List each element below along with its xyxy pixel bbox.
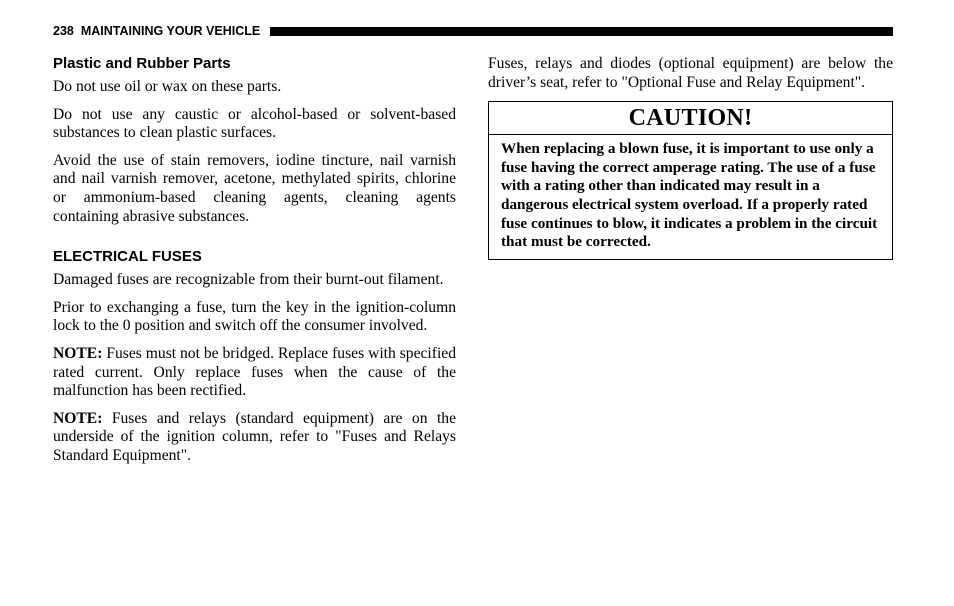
caution-text: When replacing a blown fuse, it is important to use only a fuse having the correct amperage rating. The use of a fuse with a rating other than indicated may result in a dangerous electrical system overload. If a properly rated fuse continues to blow, it indicates a problem in the circuit that must be corrected. (501, 140, 878, 251)
caution-box (488, 101, 893, 260)
left-column (53, 55, 456, 475)
note-label: NOTE: (53, 409, 103, 427)
paragraph-optional-fuses: Fuses, relays and diodes (optional equipment) are below the driver’s seat, refer to "Optional Fuse and Relay Equipment". (488, 55, 893, 91)
page-header (53, 22, 893, 40)
right-column (488, 55, 893, 260)
note-text: Fuses must not be bridged. Replace fuses with specified rated current. Only replace fuses when the cause of the malfunction has been rectified. (53, 344, 456, 400)
paragraph-prior-exchanging: Prior to exchanging a fuse, turn the key in the ignition-column lock to the 0 position and switch off the consumer involved. (53, 298, 456, 335)
header-rule (270, 27, 893, 36)
note-label: NOTE: (53, 344, 103, 362)
paragraph-avoid-stain-removers: Avoid the use of stain removers, iodine tincture, nail varnish and nail varnish remover, acetone, methylated spirits, chlorine or ammonium-based cleaning agents, cleaning agents containing abrasive substances. (53, 151, 456, 225)
paragraph-damaged-fuses: Damaged fuses are recognizable from their burnt-out filament. (53, 271, 444, 289)
plastic-rubber-heading: Plastic and Rubber Parts (53, 55, 231, 72)
note-location (53, 410, 456, 466)
electrical-fuses-heading: ELECTRICAL FUSES (53, 248, 202, 266)
note-bridged (53, 345, 456, 401)
paragraph-no-oil: Do not use oil or wax on these parts. (53, 78, 282, 95)
paragraph-no-caustic: Do not use any caustic or alcohol-based or solvent-based substances to clean plastic surfaces. (53, 105, 456, 142)
section-title: MAINTAINING YOUR VEHICLE (80, 24, 261, 38)
page-header-text (53, 24, 260, 38)
caution-title: CAUTION! (489, 102, 892, 135)
page-number: 238 (53, 24, 74, 38)
note-text: Fuses and relays (standard equipment) are on the underside of the ignition column, refer to "Fuses and Relays Standard Equipment". (53, 409, 456, 464)
